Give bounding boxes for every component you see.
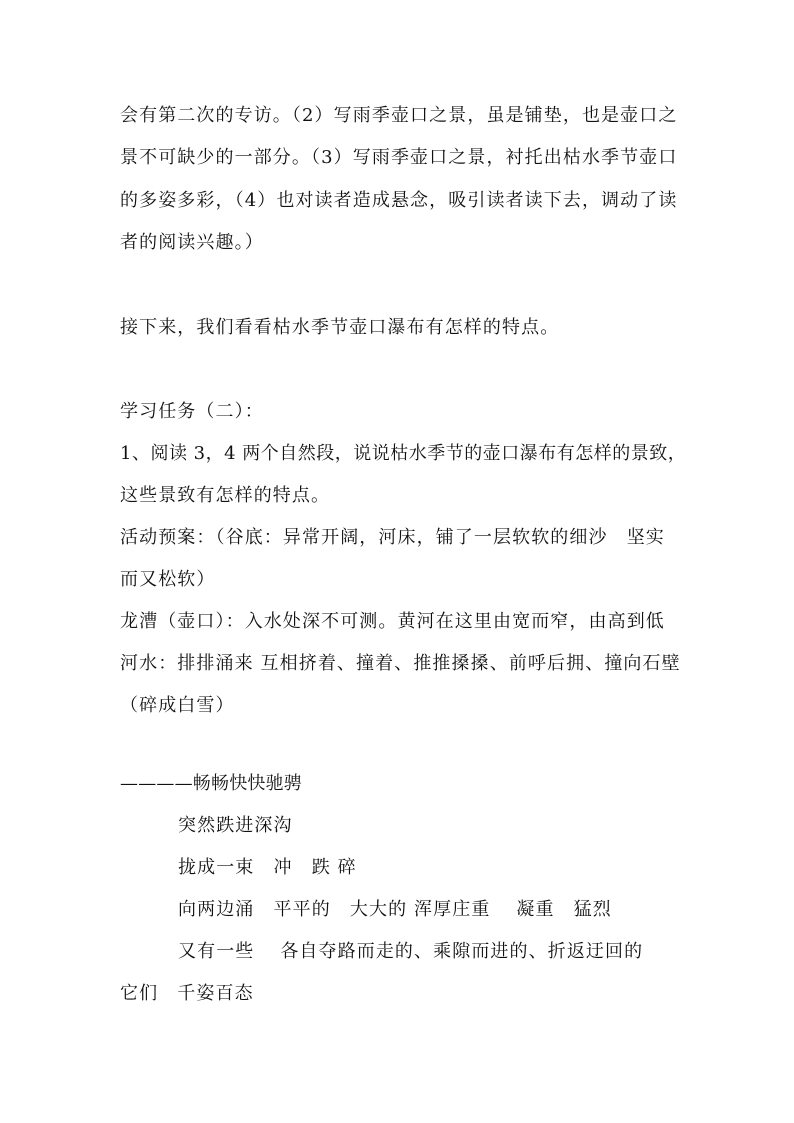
flow-line-4: 向两边涌 平平的 大大的 浑厚庄重 凝重 猛烈	[178, 899, 612, 920]
paragraph-line-1: 会有第二次的专访。（2）写雨季壶口之景，虽是铺垫，也是壶口之	[120, 105, 678, 126]
paragraph-line-2: 景不可缺少的一部分。（3）写雨季壶口之景，衬托出枯水季节壶口	[120, 147, 678, 168]
paragraph-line-3: 的多姿多彩，（4）也对读者造成悬念，吸引读者读下去，调动了读	[120, 190, 678, 211]
flow-line-5: 又有一些 各自夺路而走的、乘隙而进的、折返迂回的	[178, 941, 644, 962]
flow-line-2: 突然跌进深沟	[178, 815, 293, 836]
river-water-line-2: （碎成白雪）	[120, 695, 235, 716]
paragraph-line-4: 者的阅读兴趣。）	[120, 232, 264, 253]
flow-line-1: ————畅畅快快驰骋	[120, 773, 302, 794]
longcao-line: 龙漕（壶口）：入水处深不可测。黄河在这里由宽而窄，由高到低	[120, 611, 665, 632]
task-heading: 学习任务（二）：	[120, 401, 264, 422]
activity-plan-line-1: 活动预案：（谷底：异常开阔，河床，铺了一层软软的细沙 坚实	[120, 527, 665, 548]
task-question-line-2: 这些景致有怎样的特点。	[120, 485, 331, 506]
transition-sentence: 接下来，我们看看枯水季节壶口瀑布有怎样的特点。	[120, 317, 560, 338]
flow-line-3: 拢成一束 冲 跌 碎	[178, 857, 357, 878]
activity-plan-line-2: 而又松软）	[120, 569, 216, 590]
flow-line-6: 它们 千姿百态	[120, 983, 254, 1004]
task-question-line-1: 1、阅读 3，4 两个自然段，说说枯水季节的壶口瀑布有怎样的景致，	[120, 443, 687, 464]
river-water-line: 河水：排排涌来 互相挤着、撞着、推推搡搡、前呼后拥、撞向石壁	[120, 653, 681, 674]
